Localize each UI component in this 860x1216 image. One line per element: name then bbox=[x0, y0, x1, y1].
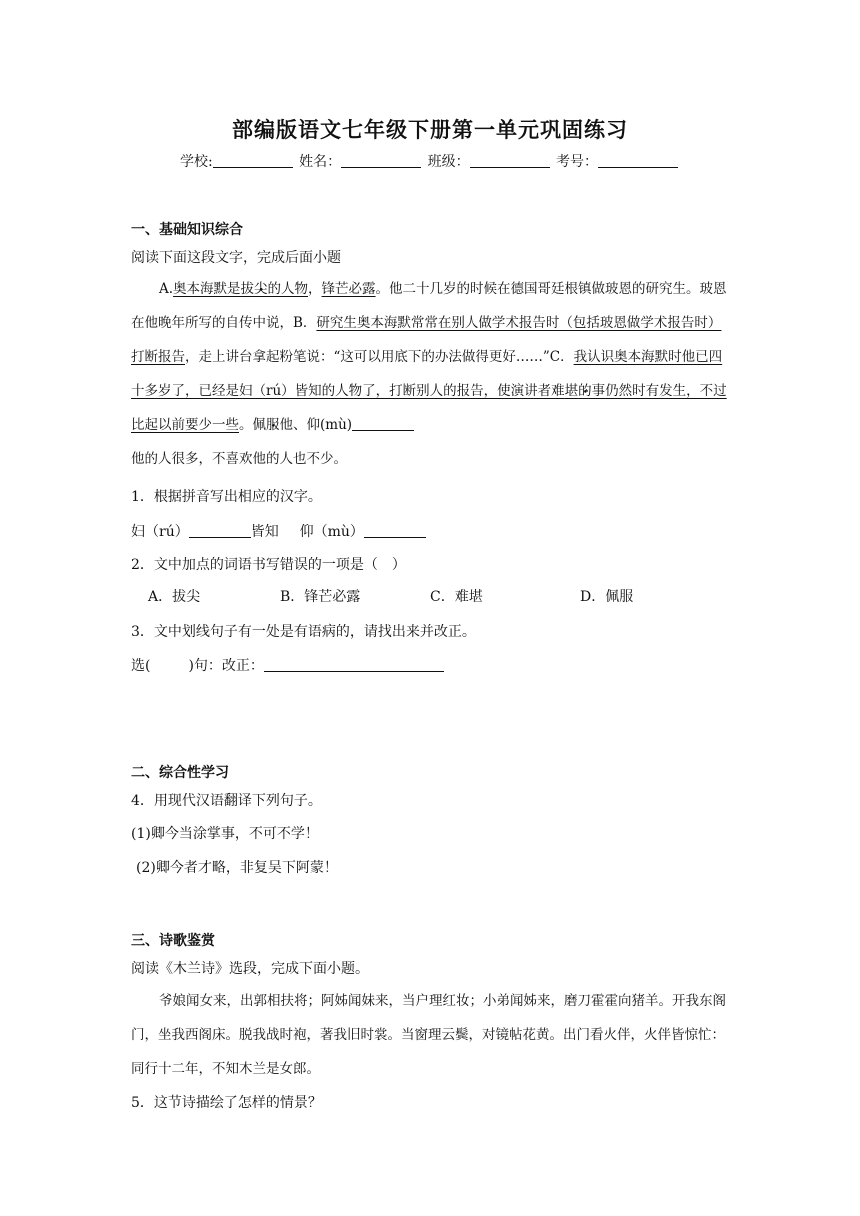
mu-answer-blank[interactable] bbox=[364, 523, 426, 538]
passage-text: 奥本海默是 bbox=[173, 281, 241, 297]
option-b[interactable]: B．锋芒必露 bbox=[280, 589, 361, 605]
question-5: 5．这节诗描绘了怎样的情景？ bbox=[131, 1095, 322, 1111]
mu-pinyin-label: 仰（mù） bbox=[299, 524, 364, 540]
name-blank[interactable] bbox=[341, 153, 421, 168]
option-c[interactable]: C．难堪 bbox=[430, 589, 483, 605]
ru-pinyin-label: 妇（rú） bbox=[131, 524, 189, 540]
underlined-sentence-a bbox=[173, 281, 308, 297]
passage-text: 。 bbox=[239, 417, 253, 433]
choose-label: 选( bbox=[131, 658, 151, 674]
page-title: 部编版语文七年级下册第一单元巩固练习 bbox=[232, 117, 628, 142]
exam-number-blank[interactable] bbox=[598, 153, 678, 168]
passage-text: 服他、仰(mù) bbox=[266, 417, 353, 433]
school-blank[interactable] bbox=[213, 153, 293, 168]
passage-label-a: A. bbox=[159, 281, 174, 297]
passage-text: 他的人很多，不喜欢他的人也不少。 bbox=[131, 451, 347, 467]
dotted-char: 拔 • bbox=[241, 281, 255, 297]
reading-passage bbox=[131, 272, 731, 476]
passage-text: 的事仍然时有发生，不过比起以前要少一些 bbox=[131, 383, 727, 433]
section3-heading: 三、诗歌鉴赏 bbox=[131, 933, 215, 949]
student-info-line bbox=[0, 151, 860, 171]
ru-answer-blank[interactable] bbox=[189, 523, 251, 538]
option-d[interactable]: D．佩服 bbox=[580, 589, 634, 605]
school-label: 学校: bbox=[179, 154, 213, 170]
question-2: 2．文中加点的词语书写错误的一项是（ ） bbox=[131, 557, 406, 573]
dotted-char: 佩 • bbox=[253, 417, 267, 433]
jiezhi-label: 皆知 bbox=[250, 524, 279, 540]
dotted-char: 堪 • bbox=[565, 383, 579, 399]
sentence-2: (2)卿今者才略，非复吴下阿蒙！ bbox=[136, 860, 338, 876]
name-label: 姓名： bbox=[299, 154, 342, 170]
sentence-1: (1)卿今当涂掌事，不可不学！ bbox=[131, 826, 319, 842]
correct-label: )句：改正： bbox=[188, 658, 264, 674]
passage-text: 我认识奥本海默时他已四十多岁了，已经是妇（rú）皆知的人物了，打断别人的报告，使演讲者难 bbox=[131, 349, 723, 399]
underlined-sentence-b: 研究生奥本海默常常在别人做学术报告时（包括玻恩做学术报告时）打断报告 bbox=[131, 315, 722, 365]
class-label: 班级： bbox=[427, 154, 470, 170]
exam-number-label: 考号： bbox=[556, 154, 599, 170]
passage-text: ，走上讲台拿起粉笔说：“这可以用底下的办法做得更好……”C． bbox=[185, 349, 574, 365]
class-blank[interactable] bbox=[470, 153, 550, 168]
poem-excerpt: 爷娘闻女来，出郭相扶将；阿姊闻妹来，当户理红妆；小弟闻姊来，磨刀霍霍向猪羊。开我东阁门，坐我西阁床。脱我战时袍，著我旧时裳。当窗理云鬓，对镜帖花黄。出门看火伴，火伴皆惊忙：同行十二年，不知木兰是女郎。 bbox=[131, 993, 726, 1077]
option-a[interactable]: A．拔尖 bbox=[148, 589, 201, 605]
question-3-answer bbox=[131, 655, 444, 675]
yangmu-blank[interactable] bbox=[352, 416, 414, 431]
passage-text: 。他二十几岁的时候在德国哥廷根镇做玻恩的研究生。玻恩在他晚年所写的自传中说，B． bbox=[131, 281, 727, 331]
dotted-word-fengmang: 锋芒必露 bbox=[321, 281, 376, 297]
passage-text: ， bbox=[308, 281, 322, 297]
section1-instruction: 阅读下面这段文字，完成后面小题 bbox=[131, 250, 341, 266]
question-1: 1．根据拼音写出相应的汉字。 bbox=[131, 489, 322, 505]
question-3: 3．文中划线句子有一处是有语病的，请找出来并改正。 bbox=[131, 624, 476, 640]
section3-instruction: 阅读《木兰诗》选段，完成下面小题。 bbox=[131, 961, 369, 977]
question-1-blanks bbox=[131, 521, 426, 541]
correction-blank[interactable] bbox=[264, 657, 444, 672]
section2-heading: 二、综合性学习 bbox=[131, 765, 229, 781]
section1-heading: 一、基础知识综合 bbox=[131, 222, 243, 238]
question-4: 4．用现代汉语翻译下列句子。 bbox=[131, 793, 322, 809]
passage-text: 尖的人物 bbox=[254, 281, 309, 297]
